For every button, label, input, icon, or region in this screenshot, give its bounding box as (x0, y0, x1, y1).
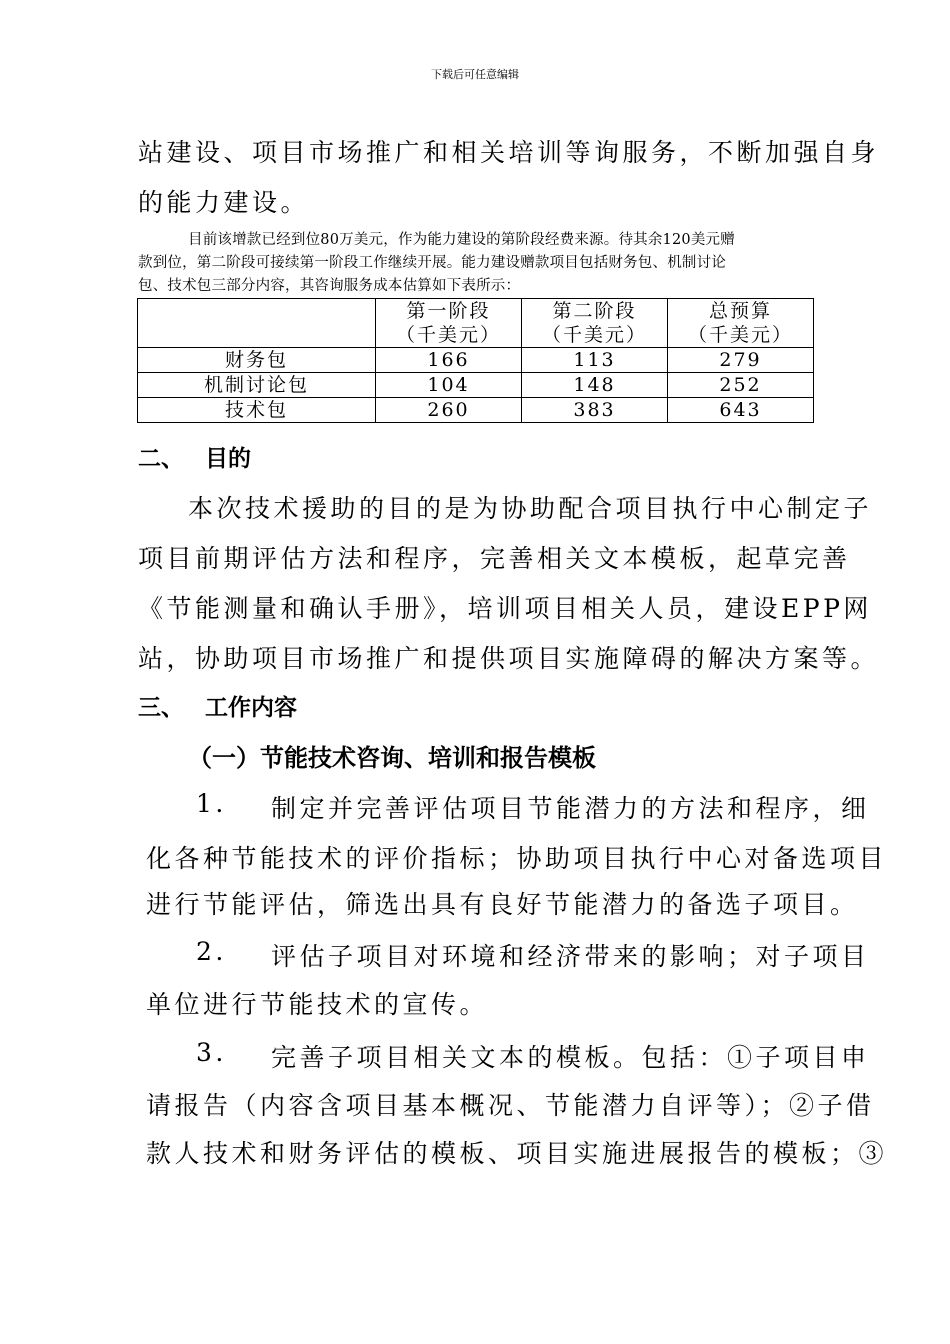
section3-subheading: （一）节能技术咨询、培训和报告模板 (188, 744, 596, 772)
section2-line-4: 站，协助项目市场推广和提供项目实施障碍的解决方案等。 (138, 644, 880, 673)
item-2-number: 2. (196, 937, 227, 966)
table-header-blank (138, 299, 376, 348)
cost-table (137, 298, 814, 423)
table-cell-value: 148 (522, 373, 668, 398)
item-3-number: 3. (196, 1038, 227, 1067)
body-line-2: 的能力建设。 (138, 188, 310, 217)
table-row (138, 398, 814, 423)
item-1-line-2: 化各种节能技术的评价指标；协助项目执行中心对备选项目 (146, 844, 888, 873)
small-paragraph-line-2: 款到位，第二阶段可接续第一阶段工作继续开展。能力建设赠款项目包括财务包、机制讨论 (138, 255, 726, 271)
table-cell-value: 166 (376, 348, 522, 373)
table-header-row (138, 299, 814, 348)
table-cell-value: 104 (376, 373, 522, 398)
section2-number: 二、 (138, 446, 184, 472)
table-header-total: 总预算 （千美元） (668, 299, 814, 348)
section3-title: 工作内容 (205, 695, 297, 721)
section3-number: 三、 (138, 695, 184, 721)
item-1-line-1: 制定并完善评估项目节能潜力的方法和程序，细 (271, 794, 870, 823)
item-3-line-1: 完善子项目相关文本的模板。包括：①子项目申 (271, 1043, 870, 1072)
item-1-line-3: 进行节能评估，筛选出具有良好节能潜力的备选子项目。 (146, 890, 859, 919)
table-cell-value: 383 (522, 398, 668, 423)
small-paragraph-line-1: 目前该增款已经到位80万美元，作为能力建设的第阶段经费来源。待其余120美元赠 (188, 232, 735, 248)
table-row (138, 348, 814, 373)
item-1-number: 1. (196, 789, 227, 818)
table-row (138, 373, 814, 398)
small-paragraph-line-3: 包、技术包三部分内容，其咨询服务成本估算如下表所示： (138, 278, 521, 294)
table-cell-value: 252 (668, 373, 814, 398)
table-cell-value: 113 (522, 348, 668, 373)
table-header-phase2: 第二阶段 （千美元） (522, 299, 668, 348)
table-cell-name: 财务包 (138, 348, 376, 373)
item-3-line-3: 款人技术和财务评估的模板、项目实施进展报告的模板；③ (146, 1139, 888, 1168)
section2-line-3: 《节能测量和确认手册》，培训项目相关人员，建设EPP网 (138, 594, 872, 623)
section2-line-2: 项目前期评估方法和程序，完善相关文本模板，起草完善 (138, 544, 851, 573)
table-cell-name: 技术包 (138, 398, 376, 423)
section2-line-1: 本次技术援助的目的是为协助配合项目执行中心制定子 (188, 494, 873, 523)
table-header-phase1: 第一阶段 （千美元） (376, 299, 522, 348)
page-header-note: 下载后可任意编辑 (431, 68, 519, 81)
table-cell-value: 279 (668, 348, 814, 373)
item-3-line-2: 请报告（内容含项目基本概况、节能潜力自评等）；②子借 (146, 1091, 875, 1120)
table-cell-value: 260 (376, 398, 522, 423)
body-line-1: 站建设、项目市场推广和相关培训等询服务，不断加强自身 (138, 138, 880, 167)
table-cell-value: 643 (668, 398, 814, 423)
section2-title: 目的 (205, 446, 251, 472)
table-cell-name: 机制讨论包 (138, 373, 376, 398)
item-2-line-2: 单位进行节能技术的宣传。 (146, 990, 489, 1019)
item-2-line-1: 评估子项目对环境和经济带来的影响；对子项目 (271, 942, 870, 971)
